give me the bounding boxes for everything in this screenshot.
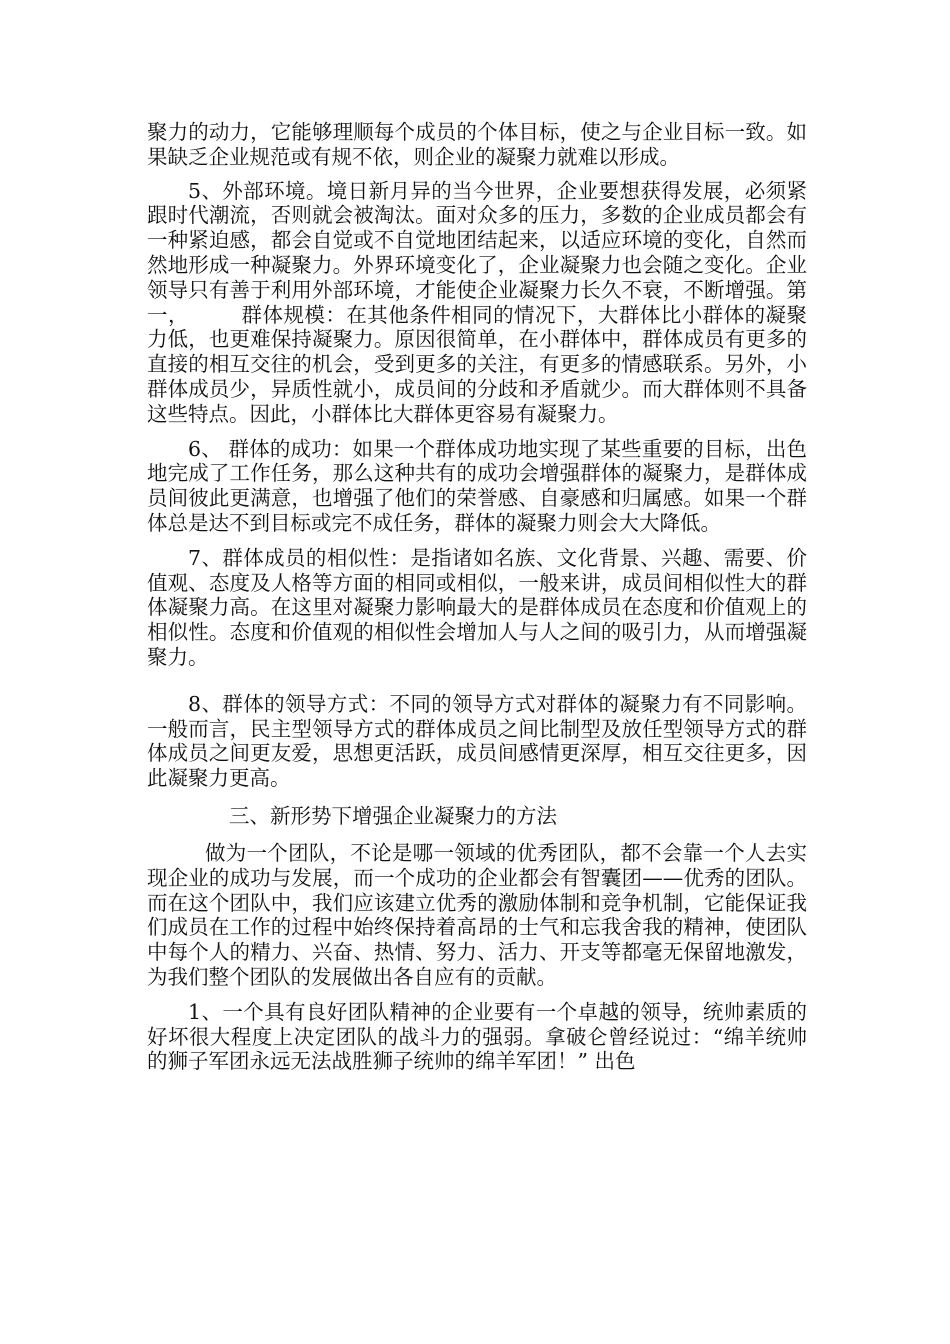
paragraph-leadership-style: 8、群体的领导方式：不同的领导方式对群体的凝聚力有不同影响。一般而言，民主型领导方式的群体成员之间比制型及放任型领导方式的群体成员之间更友爱，思想更活跃，成员间感情更深厚，相互交往更多，因此凝聚力更高。	[147, 691, 807, 791]
paragraph-team-intro: 做为一个团队，不论是哪一领域的优秀团队，都不会靠一个人去实现企业的成功与发展，而一个成功的企业都会有智囊团——优秀的团队。而在这个团队中，我们应该建立优秀的激励体制和竞争机制，它能保证我们成员在工作的过程中始终保持着高昂的士气和忘我舍我的精神，使团队中每个人的精力、兴奋、热情、努力、活力、开支等都毫无保留地激发，为我们整个团队的发展做出各自应有的贡献。	[147, 840, 807, 989]
document-body	[147, 120, 807, 1074]
section-heading: 三、新形势下增强企业凝聚力的方法	[229, 803, 557, 828]
paragraph-member-similarity: 7、群体成员的相似性：是指诸如名族、文化背景、兴趣、需要、价值观、态度及人格等方面的相同或相似，一般来讲，成员间相似性大的群体凝聚力高。在这里对凝聚力影响最大的是群体成员在态度和价值观上的相似性。态度和价值观的相似性会增加人与人之间的吸引力，从而增强凝聚力。	[147, 545, 807, 669]
paragraph-external-environment: 5、外部环境。境日新月异的当今世界，企业要想获得发展，必须紧跟时代潮流，否则就会被淘汰。面对众多的压力，多数的企业成员都会有一种紧迫感，都会自觉或不自觉地团结起来，以适应环境的变化，自然而然地形成一种凝聚力。外界环境变化了，企业凝聚力也会随之变化。企业领导只有善于利用外部环境，才能使企业凝聚力长久不衰，不断增强。第一， 群体规模：在其他条件相同的情况下，大群体比小群体的凝聚力低，也更难保持凝聚力。原因很简单，在小群体中，群体成员有更多的直接的相互交往的机会，受到更多的关注，有更多的情感联系。另外，小群体成员少，异质性就小，成员间的分歧和矛盾就少。而大群体则不具备这些特点。因此，小群体比大群体更容易有凝聚力。	[147, 178, 807, 426]
paragraph-group-success: 6、 群体的成功：如果一个群体成功地实现了某些重要的目标，出色地完成了工作任务，那么这种共有的成功会增强群体的凝聚力，是群体成员间彼此更满意，也增强了他们的荣誉感、自豪感和归属感。如果一个群体总是达不到目标或完不成任务，群体的凝聚力则会大大降低。	[147, 436, 807, 535]
paragraph-cohesion-norms: 聚力的动力，它能够理顺每个成员的个体目标，使之与企业目标一致。如果缺乏企业规范或有规不依，则企业的凝聚力就难以形成。	[147, 120, 807, 169]
paragraph-team-leader: 1、一个具有良好团队精神的企业要有一个卓越的领导，统帅素质的好坏很大程度上决定团队的战斗力的强弱。拿破仑曾经说过：“绵羊统帅的狮子军团永远无法战胜狮子统帅的绵羊军团！” 出色	[147, 999, 807, 1074]
